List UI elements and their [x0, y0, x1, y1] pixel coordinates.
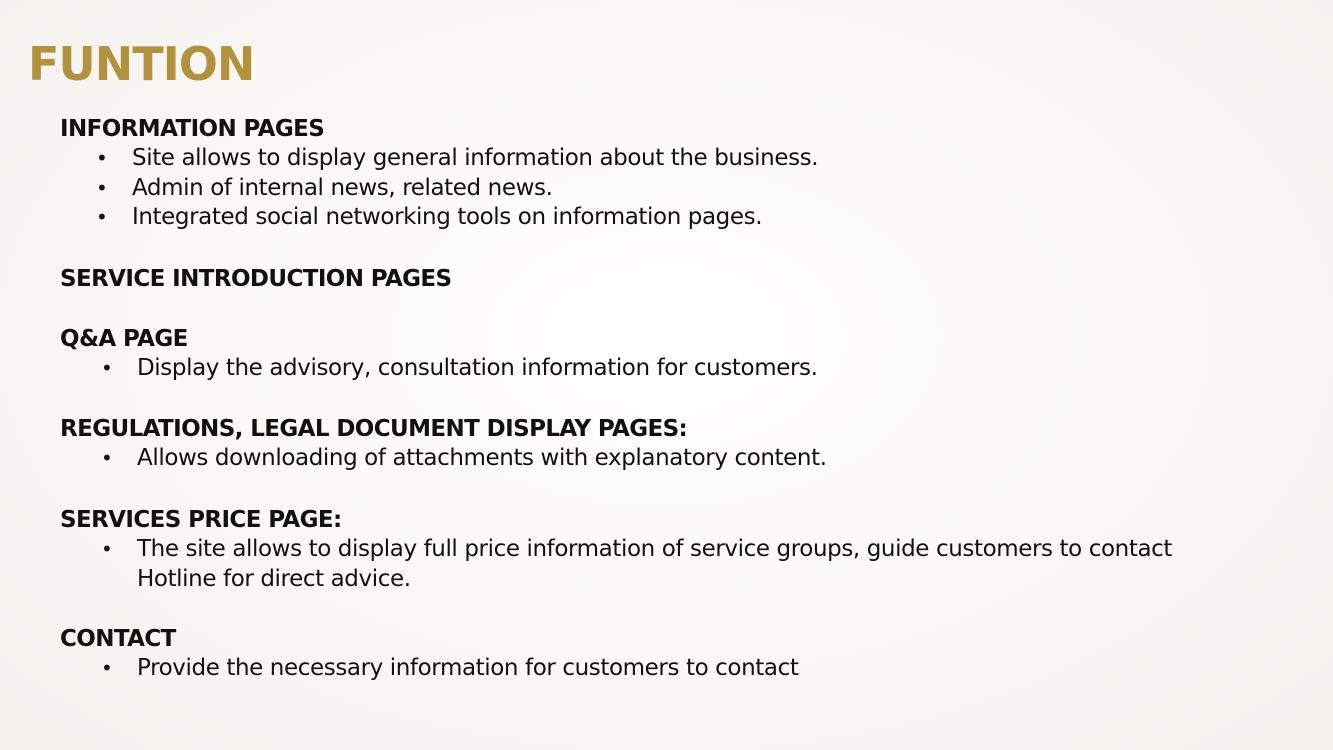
bullet-text: Display the advisory, consultation information for customers. — [137, 355, 818, 381]
bullet-icon: • — [96, 146, 108, 170]
bullet-icon: • — [101, 656, 113, 680]
section-heading: CONTACT — [60, 626, 176, 652]
bullet-item — [101, 535, 1217, 594]
bullet-item — [96, 203, 1300, 233]
bullet-icon: • — [101, 537, 113, 561]
bullet-item — [96, 174, 1300, 204]
bullet-text: Site allows to display general information about the business. — [132, 145, 819, 171]
bullet-item — [101, 354, 1300, 384]
bullet-icon: • — [96, 205, 108, 229]
bullet-list — [60, 535, 1300, 594]
bullet-icon: • — [101, 446, 113, 470]
section-heading: INFORMATION PAGES — [60, 116, 325, 142]
bullet-icon: • — [101, 356, 113, 380]
section-service-introduction-pages — [60, 264, 1300, 294]
bullet-item — [96, 144, 1300, 174]
bullet-list — [60, 354, 1300, 384]
bullet-item — [101, 654, 1300, 684]
section-qa-page — [60, 324, 1300, 384]
bullet-text: Provide the necessary information for customers to contact — [137, 655, 799, 681]
bullet-list — [60, 144, 1300, 233]
section-heading: SERVICE INTRODUCTION PAGES — [60, 266, 452, 292]
section-information-pages — [60, 114, 1300, 233]
bullet-text: Admin of internal news, related news. — [132, 174, 553, 201]
bullet-text: Integrated social networking tools on information pages. — [132, 204, 763, 230]
section-contact — [60, 624, 1300, 684]
bullet-list — [60, 654, 1300, 684]
bullet-text: Allows downloading of attachments with explanatory content. — [137, 445, 827, 471]
bullet-item — [101, 444, 1300, 474]
section-heading: SERVICES PRICE PAGE: — [60, 507, 342, 533]
bullet-list — [60, 444, 1300, 474]
bullet-text: The site allows to display full price information of service groups, guide customers to contact Hotline for direct advice. — [137, 536, 1173, 592]
section-heading: Q&A PAGE — [60, 326, 188, 352]
slide-title: FUNTION — [28, 37, 255, 91]
section-heading: REGULATIONS, LEGAL DOCUMENT DISPLAY PAGES: — [60, 416, 688, 442]
bullet-icon: • — [96, 175, 108, 200]
section-regulations-legal-pages — [60, 414, 1300, 474]
section-services-price-page — [60, 505, 1300, 594]
